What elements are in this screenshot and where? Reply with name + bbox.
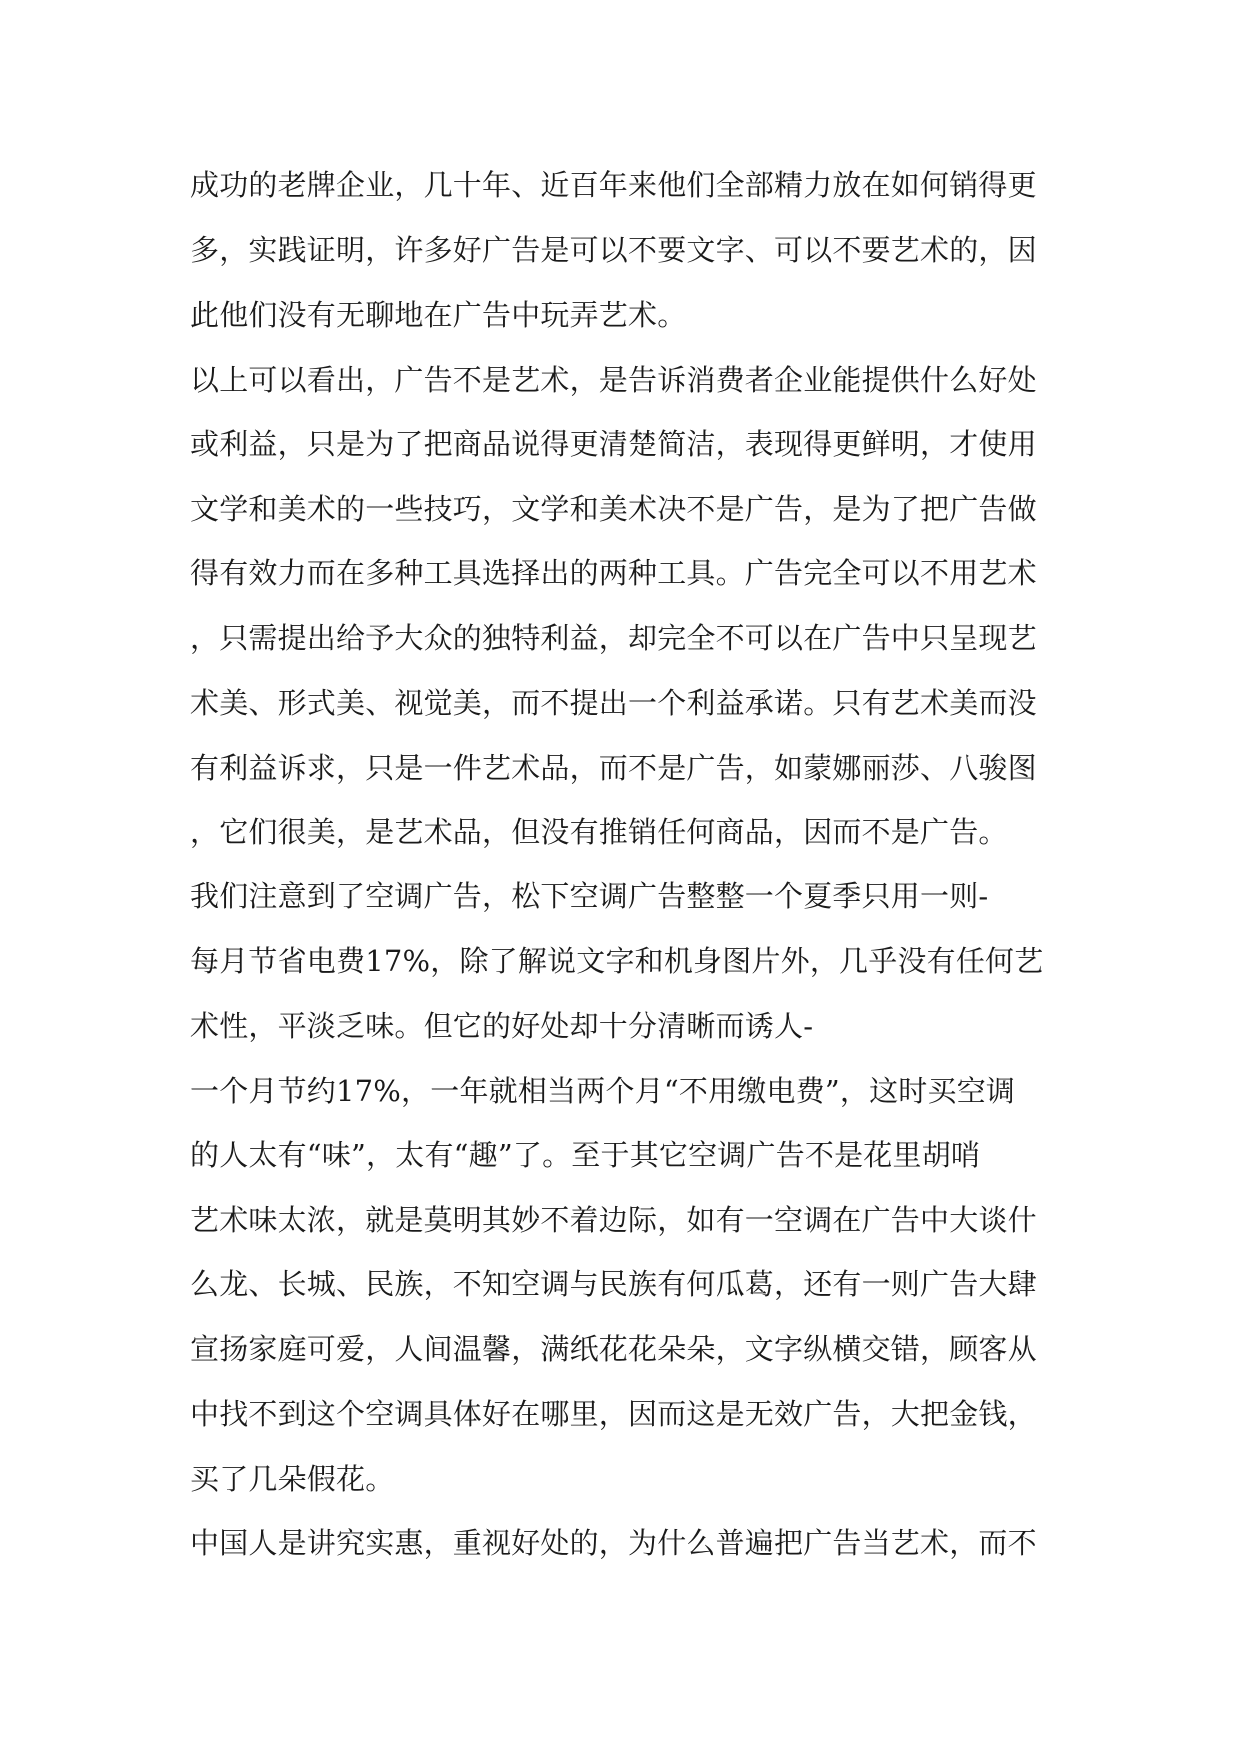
text-line: 多，实践证明，许多好广告是可以不要文字、可以不要艺术的，因 [190, 233, 1037, 267]
text-line: 文学和美术的一些技巧，文学和美术决不是广告，是为了把广告做 [190, 492, 1037, 526]
text-line: ，只需提出给予大众的独特利益，却完全不可以在广告中只呈现艺 [190, 621, 1037, 655]
text-line: 成功的老牌企业，几十年、近百年来他们全部精力放在如何销得更 [190, 168, 1037, 202]
text-line: 一个月节约17%，一年就相当两个月“不用缴电费”，这时买空调 [190, 1074, 1016, 1108]
text-line: 买了几朵假花。 [190, 1462, 395, 1496]
text-line: 术美、形式美、视觉美，而不提出一个利益承诺。只有艺术美而没 [190, 686, 1037, 720]
text-line: 的人太有“味”，太有“趣”了。至于其它空调广告不是花里胡哨 [190, 1138, 981, 1172]
text-line: 或利益，只是为了把商品说得更清楚简洁，表现得更鲜明，才使用 [190, 427, 1037, 461]
text-line: 此他们没有无聊地在广告中玩弄艺术。 [190, 298, 687, 332]
text-line: 宣扬家庭可爱，人间温馨，满纸花花朵朵，文字纵横交错，顾客从 [190, 1332, 1037, 1366]
text-line: ，它们很美，是艺术品，但没有推销任何商品，因而不是广告。 [190, 815, 1008, 849]
text-line: 术性，平淡乏味。但它的好处却十分清晰而诱人- [190, 1009, 814, 1043]
text-line: 有利益诉求，只是一件艺术品，而不是广告，如蒙娜丽莎、八骏图 [190, 751, 1037, 785]
text-line: 得有效力而在多种工具选择出的两种工具。广告完全可以不用艺术 [190, 556, 1037, 590]
text-line: 么龙、长城、民族，不知空调与民族有何瓜葛，还有一则广告大肆 [190, 1267, 1037, 1301]
text-line: 艺术味太浓，就是莫明其妙不着边际，如有一空调在广告中大谈什 [190, 1203, 1037, 1237]
text-line: 中找不到这个空调具体好在哪里，因而这是无效广告，大把金钱， [190, 1397, 1037, 1431]
text-line: 以上可以看出，广告不是艺术，是告诉消费者企业能提供什么好处 [190, 363, 1037, 397]
text-line: 我们注意到了空调广告，松下空调广告整整一个夏季只用一则- [190, 879, 989, 913]
text-line: 中国人是讲究实惠，重视好处的，为什么普遍把广告当艺术，而不 [190, 1526, 1037, 1560]
text-line: 每月节省电费17%，除了解说文字和机身图片外，几乎没有任何艺 [190, 944, 1044, 978]
